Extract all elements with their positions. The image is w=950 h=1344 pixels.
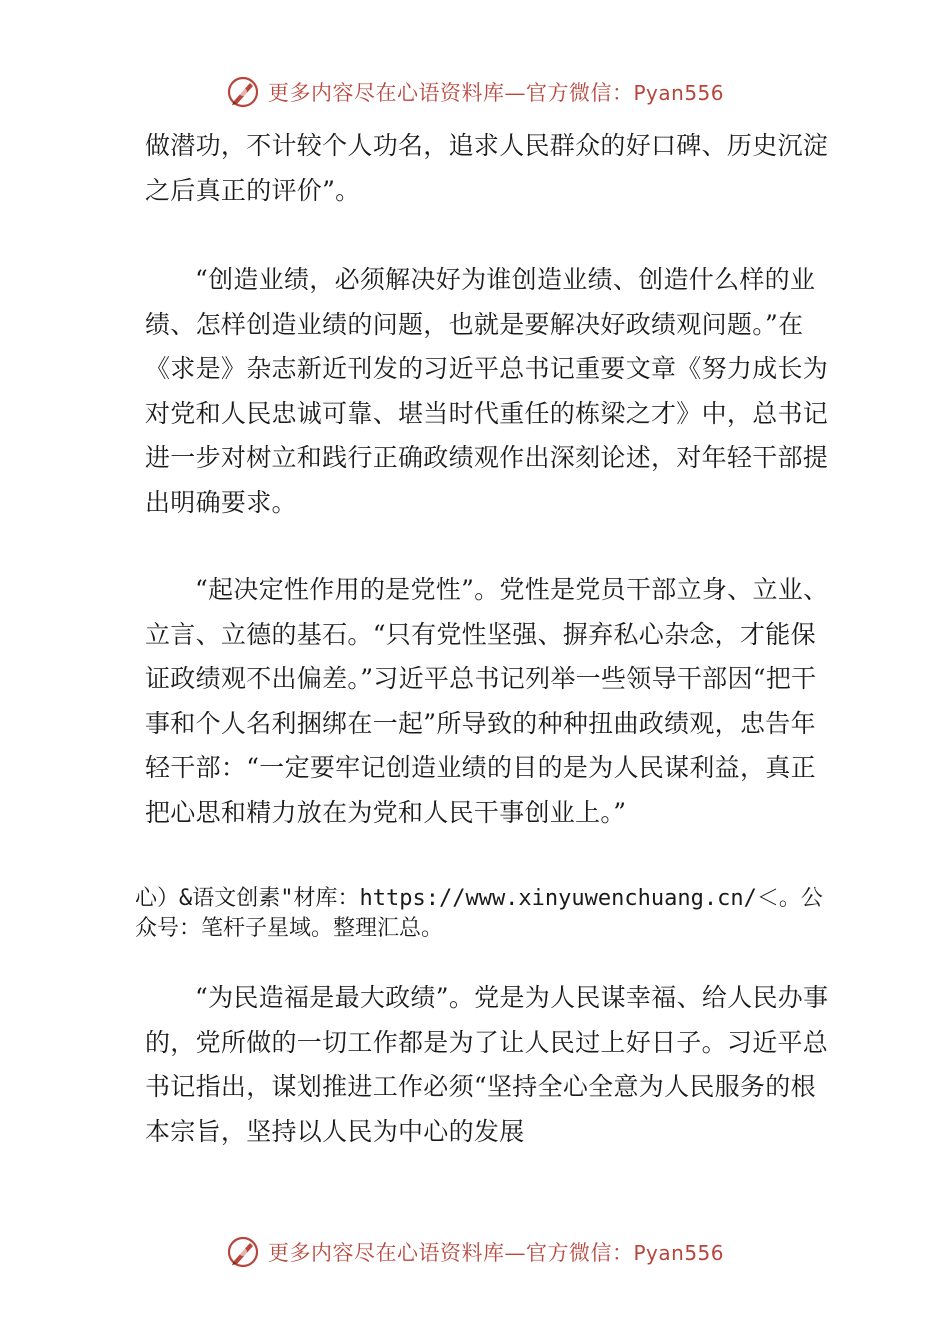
wechat-id: Pyan556 xyxy=(633,81,724,105)
pen-logo-icon xyxy=(226,75,260,109)
paragraph-3: “起决定性作用的是党性”。党性是党员干部立身、立业、立言、立德的基石。“只有党性坚强、摒弃私心杂念，才能保证政绩观不出偏差。”习近平总书记列举一些领导干部因“把干事和个人名利捆绑在一起”所导致的种种扭曲政绩观，忠告年轻干部：“一定要牢记创造业绩的目的是为人民谋利益，真正把心思和精力放在为党和人民干事创业上。” xyxy=(145,575,829,827)
wechat-id: Pyan556 xyxy=(633,1241,724,1265)
banner-text: 更多内容尽在心语资料库—官方微信：Pyan556 xyxy=(267,1241,724,1265)
paragraph-2: “创造业绩，必须解决好为谁创造业绩、创造什么样的业绩、怎样创造业绩的问题，也就是要解决好政绩观问题。”在《求是》杂志新近刊发的习近平总书记重要文章《努力成长为对党和人民忠诚可靠、堪当时代重任的栋梁之才》中，总书记进一步对树立和践行正确政绩观作出深刻论述，对年轻干部提出明确要求。 xyxy=(145,265,829,517)
paragraph-1: 做潜功，不计较个人功名，追求人民群众的好口碑、历史沉淀之后真正的评价”。 xyxy=(145,131,829,205)
source-note: 心）&语文创素"材库：https://www.xinyuwenchuang.cn/＜。公众号：笔杆子星域。整理汇总。 xyxy=(135,886,823,941)
footer-banner xyxy=(0,1232,950,1272)
banner-text: 更多内容尽在心语资料库—官方微信：Pyan556 xyxy=(267,81,724,105)
paragraph-4: “为民造福是最大政绩”。党是为人民谋幸福、给人民办事的，党所做的一切工作都是为了让人民过上好日子。习近平总书记指出，谋划推进工作必须“坚持全心全意为人民服务的根本宗旨，坚持以人民为中心的发展 xyxy=(145,983,829,1146)
header-banner xyxy=(0,72,950,112)
pen-logo-icon xyxy=(226,1235,260,1269)
